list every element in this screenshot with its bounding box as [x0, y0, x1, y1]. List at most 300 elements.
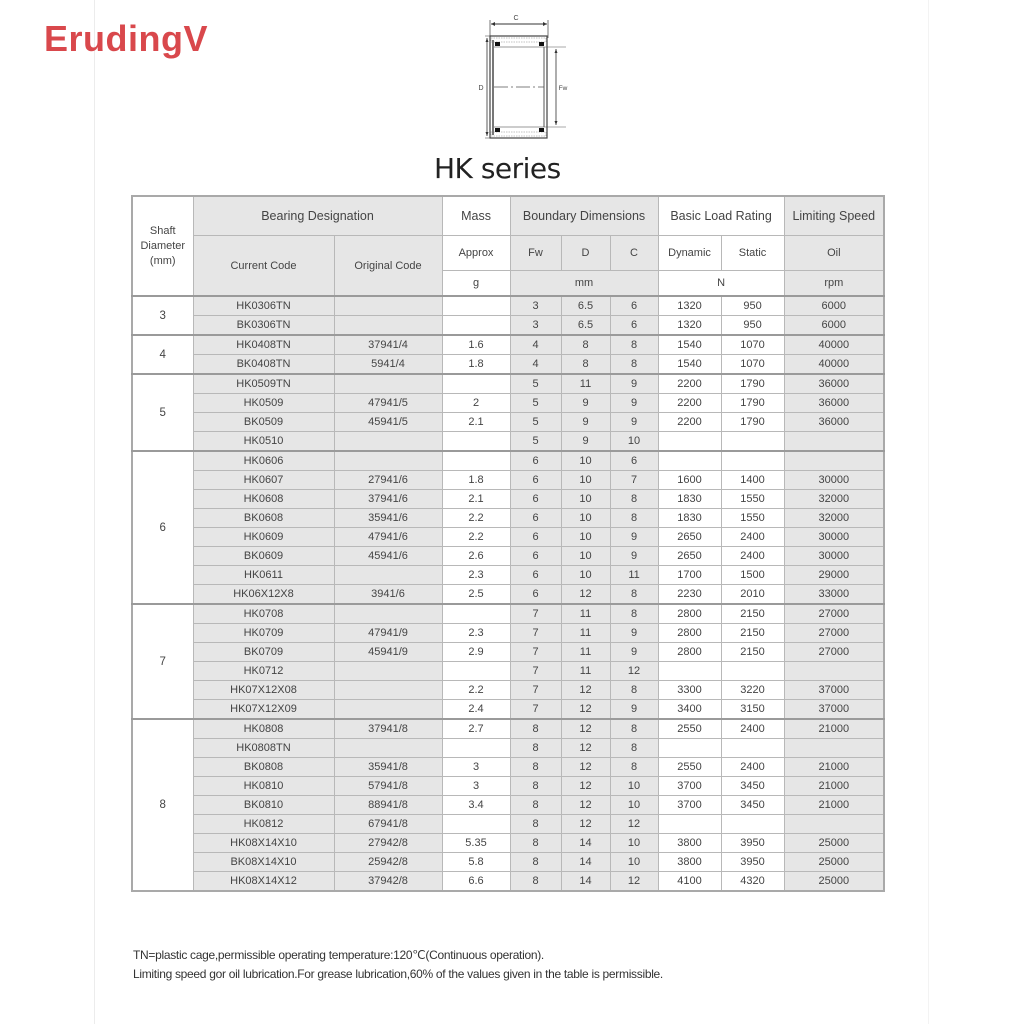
cell-dyn: 3400	[658, 700, 721, 720]
cell-fw: 5	[510, 432, 561, 452]
cell-c: 10	[610, 432, 658, 452]
cell-oil: 30000	[784, 528, 884, 547]
svg-text:Fw: Fw	[558, 85, 568, 92]
table-row	[132, 471, 884, 490]
cell-fw: 3	[510, 316, 561, 336]
table-row	[132, 509, 884, 528]
cell-fw: 6	[510, 509, 561, 528]
cell-d: 12	[561, 585, 610, 605]
bearing-cross-section-diagram	[450, 10, 570, 160]
cell-dyn: 2800	[658, 643, 721, 662]
cell-oil: 32000	[784, 490, 884, 509]
cell-stat: 3220	[721, 681, 784, 700]
cell-dyn: 1540	[658, 335, 721, 355]
cell-oil: 40000	[784, 335, 884, 355]
cell-c: 9	[610, 394, 658, 413]
cell-stat: 4320	[721, 872, 784, 892]
cell-c: 9	[610, 374, 658, 394]
cell-code: HK0607	[193, 471, 334, 490]
cell-dyn: 2650	[658, 528, 721, 547]
cell-mass	[442, 604, 510, 624]
cell-stat: 3450	[721, 777, 784, 796]
table-row	[132, 296, 884, 316]
cell-dyn: 2550	[658, 758, 721, 777]
cell-dyn: 1600	[658, 471, 721, 490]
cell-orig: 37941/8	[334, 719, 442, 739]
cell-oil: 27000	[784, 643, 884, 662]
cell-c: 7	[610, 471, 658, 490]
header-shaft-diameter: Shaft Diameter (mm)	[132, 196, 193, 296]
cell-orig: 88941/8	[334, 796, 442, 815]
cell-dyn: 2800	[658, 604, 721, 624]
cell-stat: 1550	[721, 509, 784, 528]
cell-c: 11	[610, 566, 658, 585]
cell-c: 9	[610, 643, 658, 662]
table-row	[132, 566, 884, 585]
cell-d: 10	[561, 566, 610, 585]
header-mass-unit: g	[442, 271, 510, 297]
cell-mass: 1.8	[442, 471, 510, 490]
cell-dyn: 2550	[658, 719, 721, 739]
cell-stat: 1550	[721, 490, 784, 509]
cell-d: 12	[561, 700, 610, 720]
cell-d: 12	[561, 739, 610, 758]
table-row	[132, 374, 884, 394]
cell-oil: 21000	[784, 719, 884, 739]
cell-stat	[721, 662, 784, 681]
cell-stat	[721, 451, 784, 471]
cell-d: 14	[561, 872, 610, 892]
cell-dyn: 2200	[658, 413, 721, 432]
cell-stat: 3450	[721, 796, 784, 815]
cell-orig: 37941/4	[334, 335, 442, 355]
header-basic-load-rating: Basic Load Rating	[658, 196, 784, 236]
cell-stat: 2400	[721, 547, 784, 566]
cell-c: 10	[610, 853, 658, 872]
cell-mass	[442, 296, 510, 316]
cell-fw: 8	[510, 777, 561, 796]
cell-c: 9	[610, 528, 658, 547]
cell-oil: 6000	[784, 296, 884, 316]
header-load-unit: N	[658, 271, 784, 297]
cell-fw: 7	[510, 681, 561, 700]
table-row	[132, 335, 884, 355]
cell-c: 12	[610, 872, 658, 892]
cell-d: 12	[561, 777, 610, 796]
header-limiting-speed: Limiting Speed	[784, 196, 884, 236]
cell-c: 8	[610, 490, 658, 509]
cell-dyn: 2800	[658, 624, 721, 643]
cell-oil: 21000	[784, 796, 884, 815]
cell-code: BK0709	[193, 643, 334, 662]
cell-mass: 2.6	[442, 547, 510, 566]
cell-code: BK0509	[193, 413, 334, 432]
cell-orig: 27942/8	[334, 834, 442, 853]
cell-dyn	[658, 432, 721, 452]
table-row	[132, 872, 884, 892]
header-mass: Mass	[442, 196, 510, 236]
cell-code: HK07X12X09	[193, 700, 334, 720]
cell-oil	[784, 739, 884, 758]
cell-fw: 5	[510, 394, 561, 413]
cell-orig: 35941/6	[334, 509, 442, 528]
cell-orig	[334, 700, 442, 720]
cell-stat	[721, 739, 784, 758]
cell-oil: 27000	[784, 624, 884, 643]
header-dynamic: Dynamic	[658, 236, 721, 271]
header-dim-unit: mm	[510, 271, 658, 297]
cell-oil: 33000	[784, 585, 884, 605]
cell-code: HK0606	[193, 451, 334, 471]
cell-mass	[442, 739, 510, 758]
cell-mass: 2.1	[442, 490, 510, 509]
cell-mass: 2.5	[442, 585, 510, 605]
table-row	[132, 796, 884, 815]
header-approx: Approx	[442, 236, 510, 271]
cell-c: 8	[610, 604, 658, 624]
cell-dyn: 3800	[658, 834, 721, 853]
cell-d: 10	[561, 528, 610, 547]
cell-dyn: 3300	[658, 681, 721, 700]
cell-mass: 3	[442, 777, 510, 796]
cell-stat: 3950	[721, 853, 784, 872]
table-row	[132, 451, 884, 471]
cell-fw: 8	[510, 872, 561, 892]
cell-stat	[721, 815, 784, 834]
cell-oil: 37000	[784, 700, 884, 720]
cell-fw: 7	[510, 700, 561, 720]
cell-mass: 2.4	[442, 700, 510, 720]
cell-orig: 37942/8	[334, 872, 442, 892]
svg-text:C: C	[513, 15, 519, 22]
cell-fw: 7	[510, 604, 561, 624]
cell-code: BK0306TN	[193, 316, 334, 336]
cell-code: BK0810	[193, 796, 334, 815]
cell-orig: 37941/6	[334, 490, 442, 509]
cell-dyn: 1830	[658, 490, 721, 509]
cell-c: 10	[610, 777, 658, 796]
table-row	[132, 719, 884, 739]
cell-mass: 2.3	[442, 566, 510, 585]
table-row	[132, 643, 884, 662]
cell-oil	[784, 662, 884, 681]
cell-c: 9	[610, 547, 658, 566]
table-row	[132, 681, 884, 700]
header-c: C	[610, 236, 658, 271]
cell-code: BK0609	[193, 547, 334, 566]
cell-fw: 8	[510, 796, 561, 815]
cell-code: HK0608	[193, 490, 334, 509]
cell-d: 11	[561, 374, 610, 394]
cell-oil: 6000	[784, 316, 884, 336]
table-row	[132, 624, 884, 643]
cell-mass: 2.1	[442, 413, 510, 432]
cell-stat: 950	[721, 316, 784, 336]
cell-d: 12	[561, 815, 610, 834]
cell-orig: 45941/5	[334, 413, 442, 432]
cell-orig: 57941/8	[334, 777, 442, 796]
table-row	[132, 413, 884, 432]
cell-orig: 67941/8	[334, 815, 442, 834]
table-row	[132, 547, 884, 566]
cell-code: HK0808	[193, 719, 334, 739]
cell-c: 8	[610, 719, 658, 739]
cell-c: 8	[610, 509, 658, 528]
cell-mass: 1.6	[442, 335, 510, 355]
cell-code: HK0510	[193, 432, 334, 452]
cell-d: 10	[561, 547, 610, 566]
cell-d: 10	[561, 451, 610, 471]
footnote-lubrication: Limiting speed gor oil lubrication.For grease lubrication,60% of the values given in the table is permissible.	[133, 967, 663, 981]
cell-dyn: 1320	[658, 296, 721, 316]
table-row	[132, 585, 884, 605]
bearing-spec-table	[131, 195, 885, 892]
cell-orig: 25942/8	[334, 853, 442, 872]
cell-dyn: 2200	[658, 374, 721, 394]
cell-c: 8	[610, 681, 658, 700]
cell-c: 8	[610, 585, 658, 605]
cell-d: 12	[561, 719, 610, 739]
cell-orig	[334, 681, 442, 700]
cell-d: 6.5	[561, 296, 610, 316]
cell-orig: 47941/5	[334, 394, 442, 413]
cell-d: 10	[561, 490, 610, 509]
cell-fw: 6	[510, 451, 561, 471]
header-fw: Fw	[510, 236, 561, 271]
shaft-diameter-cell: 3	[132, 296, 193, 335]
cell-d: 6.5	[561, 316, 610, 336]
table-row	[132, 758, 884, 777]
cell-code: HK0808TN	[193, 739, 334, 758]
cell-dyn: 4100	[658, 872, 721, 892]
cell-mass: 2.7	[442, 719, 510, 739]
cell-fw: 6	[510, 490, 561, 509]
cell-stat: 1790	[721, 394, 784, 413]
cell-code: BK0808	[193, 758, 334, 777]
cell-mass: 2	[442, 394, 510, 413]
cell-mass: 6.6	[442, 872, 510, 892]
cell-stat: 2150	[721, 604, 784, 624]
cell-fw: 8	[510, 834, 561, 853]
cell-stat: 2400	[721, 719, 784, 739]
cell-c: 10	[610, 796, 658, 815]
cell-oil	[784, 815, 884, 834]
cell-fw: 7	[510, 662, 561, 681]
cell-fw: 5	[510, 413, 561, 432]
cell-d: 8	[561, 335, 610, 355]
cell-orig: 27941/6	[334, 471, 442, 490]
cell-stat: 2400	[721, 758, 784, 777]
cell-d: 8	[561, 355, 610, 375]
cell-d: 14	[561, 834, 610, 853]
cell-dyn: 3700	[658, 796, 721, 815]
cell-stat	[721, 432, 784, 452]
cell-oil: 27000	[784, 604, 884, 624]
table-row	[132, 853, 884, 872]
cell-c: 12	[610, 815, 658, 834]
cell-code: HK08X14X10	[193, 834, 334, 853]
cell-d: 14	[561, 853, 610, 872]
cell-mass: 5.8	[442, 853, 510, 872]
cell-dyn	[658, 451, 721, 471]
table-row	[132, 739, 884, 758]
cell-d: 9	[561, 394, 610, 413]
cell-code: HK0408TN	[193, 335, 334, 355]
header-oil: Oil	[784, 236, 884, 271]
cell-dyn: 1540	[658, 355, 721, 375]
shaft-diameter-cell: 6	[132, 451, 193, 604]
table-row	[132, 316, 884, 336]
cell-fw: 8	[510, 739, 561, 758]
cell-oil	[784, 451, 884, 471]
table-row	[132, 528, 884, 547]
cell-code: HK0812	[193, 815, 334, 834]
cell-mass: 2.3	[442, 624, 510, 643]
cell-fw: 4	[510, 335, 561, 355]
cell-oil: 32000	[784, 509, 884, 528]
cell-orig: 45941/6	[334, 547, 442, 566]
cell-oil: 40000	[784, 355, 884, 375]
cell-orig	[334, 451, 442, 471]
cell-dyn: 3800	[658, 853, 721, 872]
cell-code: BK08X14X10	[193, 853, 334, 872]
shaft-diameter-cell: 8	[132, 719, 193, 891]
cell-d: 9	[561, 432, 610, 452]
cell-fw: 3	[510, 296, 561, 316]
cell-c: 9	[610, 700, 658, 720]
cell-oil: 29000	[784, 566, 884, 585]
cell-orig	[334, 432, 442, 452]
cell-code: BK0608	[193, 509, 334, 528]
cell-code: HK06X12X8	[193, 585, 334, 605]
header-static: Static	[721, 236, 784, 271]
cell-oil: 21000	[784, 777, 884, 796]
cell-mass: 1.8	[442, 355, 510, 375]
cell-fw: 6	[510, 471, 561, 490]
cell-stat: 950	[721, 296, 784, 316]
cell-orig	[334, 296, 442, 316]
table-row	[132, 815, 884, 834]
table-row	[132, 355, 884, 375]
series-title: HK series	[434, 152, 561, 185]
cell-fw: 6	[510, 566, 561, 585]
cell-c: 9	[610, 624, 658, 643]
cell-dyn: 2230	[658, 585, 721, 605]
cell-mass	[442, 432, 510, 452]
page-edge-rule-right	[928, 0, 929, 1024]
cell-mass	[442, 662, 510, 681]
cell-fw: 7	[510, 643, 561, 662]
cell-orig: 5941/4	[334, 355, 442, 375]
table-row	[132, 432, 884, 452]
cell-oil: 25000	[784, 853, 884, 872]
cell-d: 11	[561, 624, 610, 643]
shaft-diameter-cell: 4	[132, 335, 193, 374]
cell-orig	[334, 604, 442, 624]
cell-oil: 36000	[784, 374, 884, 394]
cell-orig: 35941/8	[334, 758, 442, 777]
cell-orig: 47941/6	[334, 528, 442, 547]
header-original-code: Original Code	[334, 236, 442, 297]
cell-c: 6	[610, 451, 658, 471]
cell-fw: 8	[510, 719, 561, 739]
cell-oil: 30000	[784, 471, 884, 490]
brand-logo: ErudingV	[44, 18, 208, 59]
header-current-code: Current Code	[193, 236, 334, 297]
cell-mass	[442, 316, 510, 336]
cell-mass	[442, 451, 510, 471]
page-edge-rule	[94, 0, 95, 1024]
cell-dyn	[658, 662, 721, 681]
cell-mass	[442, 815, 510, 834]
header-d: D	[561, 236, 610, 271]
cell-oil: 37000	[784, 681, 884, 700]
cell-mass: 5.35	[442, 834, 510, 853]
cell-stat: 1400	[721, 471, 784, 490]
cell-stat: 3150	[721, 700, 784, 720]
cell-code: HK0810	[193, 777, 334, 796]
cell-fw: 4	[510, 355, 561, 375]
cell-code: HK0712	[193, 662, 334, 681]
cell-c: 10	[610, 834, 658, 853]
cell-oil: 25000	[784, 872, 884, 892]
cell-code: HK08X14X12	[193, 872, 334, 892]
cell-d: 11	[561, 604, 610, 624]
cell-code: HK07X12X08	[193, 681, 334, 700]
cell-mass: 3.4	[442, 796, 510, 815]
cell-stat: 2150	[721, 624, 784, 643]
cell-fw: 8	[510, 758, 561, 777]
cell-stat: 3950	[721, 834, 784, 853]
cell-stat: 2010	[721, 585, 784, 605]
header-speed-unit: rpm	[784, 271, 884, 297]
header-bearing-designation: Bearing Designation	[193, 196, 442, 236]
cell-fw: 6	[510, 547, 561, 566]
cell-fw: 5	[510, 374, 561, 394]
cell-d: 10	[561, 509, 610, 528]
cell-dyn	[658, 739, 721, 758]
cell-orig: 45941/9	[334, 643, 442, 662]
cell-c: 8	[610, 335, 658, 355]
cell-oil: 36000	[784, 394, 884, 413]
cell-stat: 1790	[721, 413, 784, 432]
cell-c: 8	[610, 355, 658, 375]
cell-code: HK0306TN	[193, 296, 334, 316]
table-row	[132, 834, 884, 853]
cell-oil	[784, 432, 884, 452]
cell-oil: 21000	[784, 758, 884, 777]
cell-orig: 47941/9	[334, 624, 442, 643]
svg-text:D: D	[478, 85, 484, 92]
table-row	[132, 490, 884, 509]
cell-orig	[334, 566, 442, 585]
cell-oil: 25000	[784, 834, 884, 853]
cell-dyn: 2650	[658, 547, 721, 566]
shaft-diameter-cell: 7	[132, 604, 193, 719]
cell-d: 12	[561, 758, 610, 777]
cell-stat: 1070	[721, 355, 784, 375]
cell-fw: 6	[510, 585, 561, 605]
cell-c: 8	[610, 739, 658, 758]
cell-dyn: 2200	[658, 394, 721, 413]
cell-stat: 2150	[721, 643, 784, 662]
cell-orig	[334, 739, 442, 758]
cell-fw: 7	[510, 624, 561, 643]
cell-mass: 2.2	[442, 509, 510, 528]
cell-c: 6	[610, 296, 658, 316]
table-row	[132, 777, 884, 796]
cell-fw: 8	[510, 853, 561, 872]
